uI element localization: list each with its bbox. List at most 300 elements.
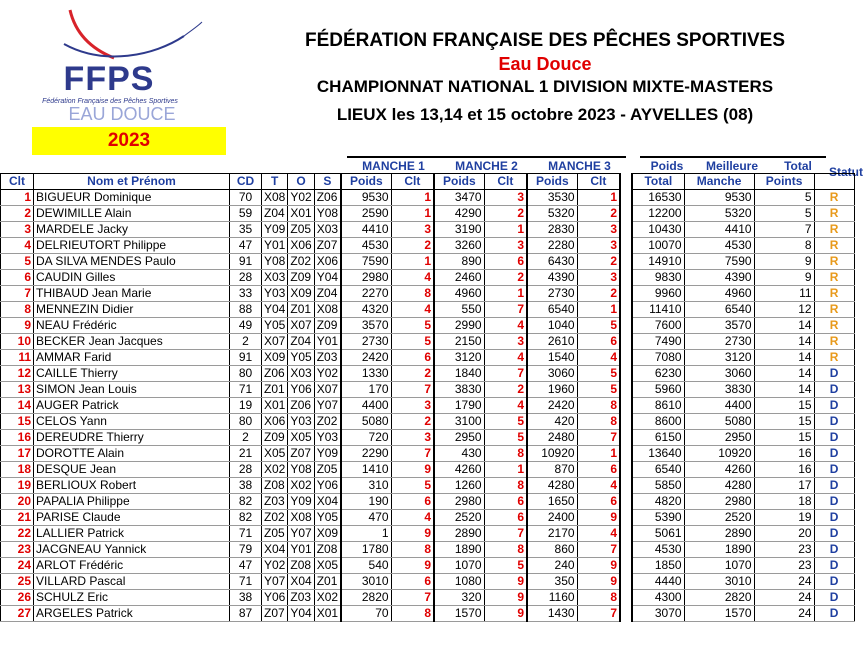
cell-cd: 2 xyxy=(230,334,262,350)
statut-header: Statut xyxy=(829,165,863,179)
federation-title: FÉDÉRATION FRANÇAISE DES PÊCHES SPORTIVES xyxy=(305,30,785,51)
cell-s: Z08 xyxy=(314,542,341,558)
cell-t: X07 xyxy=(262,334,288,350)
cell-total: 5850 xyxy=(632,478,684,494)
cell-o: Y08 xyxy=(288,462,314,478)
cell-poids-2: 4960 xyxy=(434,286,484,302)
cell-o: X01 xyxy=(288,206,314,222)
cell-statut: R xyxy=(814,302,854,318)
table-row xyxy=(1,238,855,254)
cell-poids-3: 2830 xyxy=(527,222,577,238)
cell-clt: 9 xyxy=(1,318,34,334)
cell-poids-1: 170 xyxy=(341,382,391,398)
cell-statut: D xyxy=(814,574,854,590)
cell-clt-2: 4 xyxy=(484,318,527,334)
cell-best: 3570 xyxy=(684,318,754,334)
cell-clt-3: 5 xyxy=(577,382,620,398)
cell-points: 18 xyxy=(754,494,814,510)
cell-o: Z07 xyxy=(288,446,314,462)
cell-total: 4820 xyxy=(632,494,684,510)
cell-poids-2: 1840 xyxy=(434,366,484,382)
cell-best: 9530 xyxy=(684,190,754,206)
cell-clt-3: 7 xyxy=(577,542,620,558)
cell-points: 23 xyxy=(754,558,814,574)
column-gap xyxy=(620,190,632,206)
cell-clt-3: 6 xyxy=(577,334,620,350)
cell-t: X04 xyxy=(262,542,288,558)
cell-poids-2: 890 xyxy=(434,254,484,270)
cell-s: Y03 xyxy=(314,430,341,446)
cell-poids-1: 9530 xyxy=(341,190,391,206)
cell-name: CAUDIN Gilles xyxy=(34,270,230,286)
logo-ffps-text: FFPS xyxy=(63,60,155,98)
cell-s: Z07 xyxy=(314,238,341,254)
cell-clt-2: 6 xyxy=(484,494,527,510)
column-gap xyxy=(620,510,632,526)
cell-clt-1: 7 xyxy=(391,382,434,398)
cell-statut: D xyxy=(814,606,854,622)
cell-t: Z04 xyxy=(262,206,288,222)
cell-clt-1: 6 xyxy=(391,494,434,510)
cell-total: 11410 xyxy=(632,302,684,318)
cell-poids-3: 240 xyxy=(527,558,577,574)
cell-name: DEWIMILLE Alain xyxy=(34,206,230,222)
cell-cd: 82 xyxy=(230,510,262,526)
cell-total: 3070 xyxy=(632,606,684,622)
cell-t: X06 xyxy=(262,414,288,430)
cell-clt-2: 3 xyxy=(484,190,527,206)
cell-t: X01 xyxy=(262,398,288,414)
cell-poids-2: 3830 xyxy=(434,382,484,398)
cell-total: 5061 xyxy=(632,526,684,542)
cell-o: X08 xyxy=(288,510,314,526)
col-best: Manche xyxy=(684,174,754,190)
cell-total: 12200 xyxy=(632,206,684,222)
table-row xyxy=(1,542,855,558)
column-gap xyxy=(620,286,632,302)
cell-statut: R xyxy=(814,334,854,350)
cell-poids-2: 2890 xyxy=(434,526,484,542)
cell-name: ARGELES Patrick xyxy=(34,606,230,622)
cell-o: X06 xyxy=(288,238,314,254)
cell-o: Y03 xyxy=(288,414,314,430)
cell-clt-3: 7 xyxy=(577,606,620,622)
cell-points: 15 xyxy=(754,398,814,414)
cell-o: X09 xyxy=(288,286,314,302)
cell-poids-1: 5080 xyxy=(341,414,391,430)
cell-cd: 38 xyxy=(230,478,262,494)
cell-clt-1: 6 xyxy=(391,574,434,590)
cell-total: 6150 xyxy=(632,430,684,446)
cell-statut: D xyxy=(814,542,854,558)
table-row xyxy=(1,382,855,398)
table-row xyxy=(1,318,855,334)
cell-clt-1: 1 xyxy=(391,206,434,222)
table-row xyxy=(1,254,855,270)
cell-clt: 25 xyxy=(1,574,34,590)
table-row xyxy=(1,414,855,430)
cell-name: SIMON Jean Louis xyxy=(34,382,230,398)
cell-cd: 33 xyxy=(230,286,262,302)
cell-s: Z02 xyxy=(314,414,341,430)
cell-cd: 70 xyxy=(230,190,262,206)
cell-poids-1: 2420 xyxy=(341,350,391,366)
cell-poids-3: 1650 xyxy=(527,494,577,510)
cell-o: X07 xyxy=(288,318,314,334)
cell-cd: 49 xyxy=(230,318,262,334)
col-poids-3: Poids xyxy=(527,174,577,190)
cell-best: 6540 xyxy=(684,302,754,318)
cell-poids-3: 2610 xyxy=(527,334,577,350)
cell-cd: 71 xyxy=(230,526,262,542)
cell-s: Y09 xyxy=(314,446,341,462)
col-poids-1: Poids xyxy=(341,174,391,190)
cell-clt-2: 6 xyxy=(484,510,527,526)
cell-t: Y08 xyxy=(262,254,288,270)
cell-name: MENNEZIN Didier xyxy=(34,302,230,318)
cell-points: 8 xyxy=(754,238,814,254)
cell-t: Z02 xyxy=(262,510,288,526)
cell-name: VILLARD Pascal xyxy=(34,574,230,590)
cell-statut: D xyxy=(814,446,854,462)
cell-best: 2980 xyxy=(684,494,754,510)
cell-clt-3: 2 xyxy=(577,206,620,222)
cell-poids-3: 2280 xyxy=(527,238,577,254)
cell-poids-3: 3530 xyxy=(527,190,577,206)
cell-clt-3: 8 xyxy=(577,590,620,606)
column-gap xyxy=(620,270,632,286)
col-t: T xyxy=(262,174,288,190)
col-clt-1: Clt xyxy=(391,174,434,190)
cell-clt-2: 8 xyxy=(484,446,527,462)
year-badge: 2023 xyxy=(32,127,226,155)
column-gap xyxy=(620,606,632,622)
column-gap xyxy=(620,590,632,606)
cell-s: Z04 xyxy=(314,286,341,302)
cell-statut: D xyxy=(814,430,854,446)
column-gap xyxy=(620,334,632,350)
col-statut xyxy=(814,174,854,190)
cell-poids-3: 3060 xyxy=(527,366,577,382)
cell-clt: 21 xyxy=(1,510,34,526)
cell-name: DEREUDRE Thierry xyxy=(34,430,230,446)
col-cd: CD xyxy=(230,174,262,190)
cell-name: PAPALIA Philippe xyxy=(34,494,230,510)
logo-division: EAU DOUCE xyxy=(68,104,176,124)
cell-t: X05 xyxy=(262,446,288,462)
cell-clt-2: 7 xyxy=(484,526,527,542)
cell-best: 2730 xyxy=(684,334,754,350)
cell-clt-3: 6 xyxy=(577,494,620,510)
cell-poids-2: 3100 xyxy=(434,414,484,430)
cell-best: 2820 xyxy=(684,590,754,606)
cell-points: 5 xyxy=(754,190,814,206)
cell-poids-1: 4410 xyxy=(341,222,391,238)
cell-best: 3060 xyxy=(684,366,754,382)
cell-poids-2: 1570 xyxy=(434,606,484,622)
cell-poids-2: 3120 xyxy=(434,350,484,366)
table-row xyxy=(1,334,855,350)
cell-name: CAILLE Thierry xyxy=(34,366,230,382)
cell-clt-2: 9 xyxy=(484,590,527,606)
cell-clt-1: 9 xyxy=(391,558,434,574)
cell-clt-1: 2 xyxy=(391,414,434,430)
column-gap xyxy=(620,414,632,430)
total-points-header-top: Total xyxy=(770,156,826,175)
cell-poids-2: 2990 xyxy=(434,318,484,334)
cell-t: X03 xyxy=(262,270,288,286)
cell-clt-2: 1 xyxy=(484,462,527,478)
cell-poids-1: 3010 xyxy=(341,574,391,590)
cell-clt-1: 3 xyxy=(391,222,434,238)
cell-clt-1: 8 xyxy=(391,606,434,622)
cell-poids-1: 2730 xyxy=(341,334,391,350)
cell-poids-1: 2270 xyxy=(341,286,391,302)
cell-o: X05 xyxy=(288,430,314,446)
cell-cd: 80 xyxy=(230,366,262,382)
cell-clt-1: 5 xyxy=(391,478,434,494)
cell-poids-1: 1 xyxy=(341,526,391,542)
cell-cd: 71 xyxy=(230,382,262,398)
cell-total: 6230 xyxy=(632,366,684,382)
cell-cd: 71 xyxy=(230,574,262,590)
cell-clt: 6 xyxy=(1,270,34,286)
cell-s: X02 xyxy=(314,590,341,606)
cell-s: Y01 xyxy=(314,334,341,350)
cell-poids-1: 1780 xyxy=(341,542,391,558)
cell-total: 8600 xyxy=(632,414,684,430)
column-gap xyxy=(620,366,632,382)
cell-clt-3: 1 xyxy=(577,190,620,206)
cell-t: Y09 xyxy=(262,222,288,238)
cell-clt: 18 xyxy=(1,462,34,478)
manche-1-header: MANCHE 1 xyxy=(347,156,440,174)
cell-best: 4280 xyxy=(684,478,754,494)
cell-clt-2: 8 xyxy=(484,478,527,494)
manche-2-header: MANCHE 2 xyxy=(440,156,533,174)
cell-t: Y04 xyxy=(262,302,288,318)
cell-cd: 21 xyxy=(230,446,262,462)
cell-s: Y05 xyxy=(314,510,341,526)
cell-name: DELRIEUTORT Philippe xyxy=(34,238,230,254)
cell-t: Y03 xyxy=(262,286,288,302)
cell-points: 5 xyxy=(754,206,814,222)
table-row xyxy=(1,510,855,526)
column-gap xyxy=(620,398,632,414)
column-gap xyxy=(620,350,632,366)
cell-name: NEAU Frédéric xyxy=(34,318,230,334)
cell-clt: 14 xyxy=(1,398,34,414)
cell-clt-3: 9 xyxy=(577,574,620,590)
cell-total: 4300 xyxy=(632,590,684,606)
table-row xyxy=(1,462,855,478)
cell-s: Z06 xyxy=(314,190,341,206)
column-gap xyxy=(620,206,632,222)
cell-clt-2: 2 xyxy=(484,382,527,398)
cell-o: Z01 xyxy=(288,302,314,318)
cell-name: BIGUEUR Dominique xyxy=(34,190,230,206)
cell-total: 6540 xyxy=(632,462,684,478)
cell-best: 4390 xyxy=(684,270,754,286)
cell-best: 3010 xyxy=(684,574,754,590)
cell-clt: 27 xyxy=(1,606,34,622)
cell-t: Z03 xyxy=(262,494,288,510)
cell-poids-1: 4530 xyxy=(341,238,391,254)
cell-points: 11 xyxy=(754,286,814,302)
table-row xyxy=(1,286,855,302)
column-gap xyxy=(620,430,632,446)
cell-best: 5080 xyxy=(684,414,754,430)
cell-poids-2: 2980 xyxy=(434,494,484,510)
cell-cd: 87 xyxy=(230,606,262,622)
cell-poids-2: 1790 xyxy=(434,398,484,414)
cell-clt: 24 xyxy=(1,558,34,574)
cell-poids-2: 2460 xyxy=(434,270,484,286)
cell-statut: D xyxy=(814,526,854,542)
cell-o: X03 xyxy=(288,366,314,382)
cell-statut: R xyxy=(814,350,854,366)
column-gap xyxy=(620,238,632,254)
cell-clt-1: 3 xyxy=(391,430,434,446)
cell-best: 4960 xyxy=(684,286,754,302)
cell-t: Z06 xyxy=(262,366,288,382)
column-gap xyxy=(620,222,632,238)
cell-best: 1890 xyxy=(684,542,754,558)
column-gap xyxy=(620,254,632,270)
table-row xyxy=(1,478,855,494)
cell-poids-2: 430 xyxy=(434,446,484,462)
cell-name: PARISE Claude xyxy=(34,510,230,526)
cell-points: 23 xyxy=(754,542,814,558)
cell-clt-3: 5 xyxy=(577,318,620,334)
cell-s: X04 xyxy=(314,494,341,510)
cell-t: Z01 xyxy=(262,382,288,398)
cell-best: 4400 xyxy=(684,398,754,414)
column-gap xyxy=(620,478,632,494)
cell-clt-3: 3 xyxy=(577,222,620,238)
col-points: Points xyxy=(754,174,814,190)
cell-name: AMMAR Farid xyxy=(34,350,230,366)
cell-total: 5960 xyxy=(632,382,684,398)
cell-poids-3: 1960 xyxy=(527,382,577,398)
cell-s: X05 xyxy=(314,558,341,574)
cell-name: BERLIOUX Robert xyxy=(34,478,230,494)
cell-points: 9 xyxy=(754,270,814,286)
cell-clt-1: 1 xyxy=(391,190,434,206)
cell-cd: 28 xyxy=(230,270,262,286)
cell-clt-1: 9 xyxy=(391,462,434,478)
cell-total: 5390 xyxy=(632,510,684,526)
cell-o: Z09 xyxy=(288,270,314,286)
cell-t: X09 xyxy=(262,350,288,366)
cell-poids-1: 540 xyxy=(341,558,391,574)
cell-best: 3830 xyxy=(684,382,754,398)
cell-clt-1: 4 xyxy=(391,270,434,286)
cell-name: ARLOT Frédéric xyxy=(34,558,230,574)
cell-clt-1: 5 xyxy=(391,318,434,334)
cell-clt-3: 2 xyxy=(577,286,620,302)
cell-points: 7 xyxy=(754,222,814,238)
cell-statut: R xyxy=(814,254,854,270)
col-clt: Clt xyxy=(1,174,34,190)
cell-total: 7490 xyxy=(632,334,684,350)
cell-total: 9830 xyxy=(632,270,684,286)
cell-best: 10920 xyxy=(684,446,754,462)
table-row xyxy=(1,430,855,446)
cell-s: Z05 xyxy=(314,462,341,478)
cell-statut: D xyxy=(814,366,854,382)
col-name: Nom et Prénom xyxy=(34,174,230,190)
cell-statut: R xyxy=(814,286,854,302)
cell-t: Z09 xyxy=(262,430,288,446)
cell-o: Y06 xyxy=(288,382,314,398)
cell-clt-2: 9 xyxy=(484,574,527,590)
cell-best: 2890 xyxy=(684,526,754,542)
column-gap xyxy=(620,574,632,590)
cell-s: X08 xyxy=(314,302,341,318)
table-row xyxy=(1,494,855,510)
cell-cd: 91 xyxy=(230,254,262,270)
col-clt-3: Clt xyxy=(577,174,620,190)
cell-clt-2: 7 xyxy=(484,366,527,382)
discipline-title: Eau Douce xyxy=(498,54,592,74)
cell-total: 4530 xyxy=(632,542,684,558)
cell-clt-2: 3 xyxy=(484,334,527,350)
cell-statut: D xyxy=(814,558,854,574)
cell-s: X07 xyxy=(314,382,341,398)
cell-best: 2950 xyxy=(684,430,754,446)
table-row xyxy=(1,446,855,462)
cell-cd: 28 xyxy=(230,462,262,478)
location-date: LIEUX les 13,14 et 15 octobre 2023 - AYVELLES (08) xyxy=(336,105,754,124)
cell-cd: 91 xyxy=(230,350,262,366)
cell-points: 14 xyxy=(754,334,814,350)
cell-s: X09 xyxy=(314,526,341,542)
total-poids-header-top: Poids xyxy=(640,156,694,175)
col-o: O xyxy=(288,174,314,190)
cell-poids-1: 3570 xyxy=(341,318,391,334)
cell-s: Y04 xyxy=(314,270,341,286)
cell-total: 4440 xyxy=(632,574,684,590)
cell-poids-2: 550 xyxy=(434,302,484,318)
cell-name: DESQUE Jean xyxy=(34,462,230,478)
cell-statut: R xyxy=(814,222,854,238)
cell-statut: D xyxy=(814,382,854,398)
cell-clt-1: 1 xyxy=(391,254,434,270)
cell-s: Y02 xyxy=(314,366,341,382)
cell-s: Z03 xyxy=(314,350,341,366)
cell-s: Z01 xyxy=(314,574,341,590)
cell-o: Y01 xyxy=(288,542,314,558)
column-gap xyxy=(620,318,632,334)
cell-o: Y05 xyxy=(288,350,314,366)
cell-name: SCHULZ Eric xyxy=(34,590,230,606)
cell-poids-2: 1260 xyxy=(434,478,484,494)
cell-s: Y08 xyxy=(314,206,341,222)
cell-o: Z04 xyxy=(288,334,314,350)
cell-clt: 11 xyxy=(1,350,34,366)
cell-o: Z05 xyxy=(288,222,314,238)
cell-s: X06 xyxy=(314,254,341,270)
cell-clt-2: 5 xyxy=(484,414,527,430)
cell-best: 1570 xyxy=(684,606,754,622)
cell-points: 9 xyxy=(754,254,814,270)
cell-clt: 19 xyxy=(1,478,34,494)
cell-poids-1: 1330 xyxy=(341,366,391,382)
cell-statut: D xyxy=(814,510,854,526)
cell-o: Z03 xyxy=(288,590,314,606)
cell-poids-1: 720 xyxy=(341,430,391,446)
